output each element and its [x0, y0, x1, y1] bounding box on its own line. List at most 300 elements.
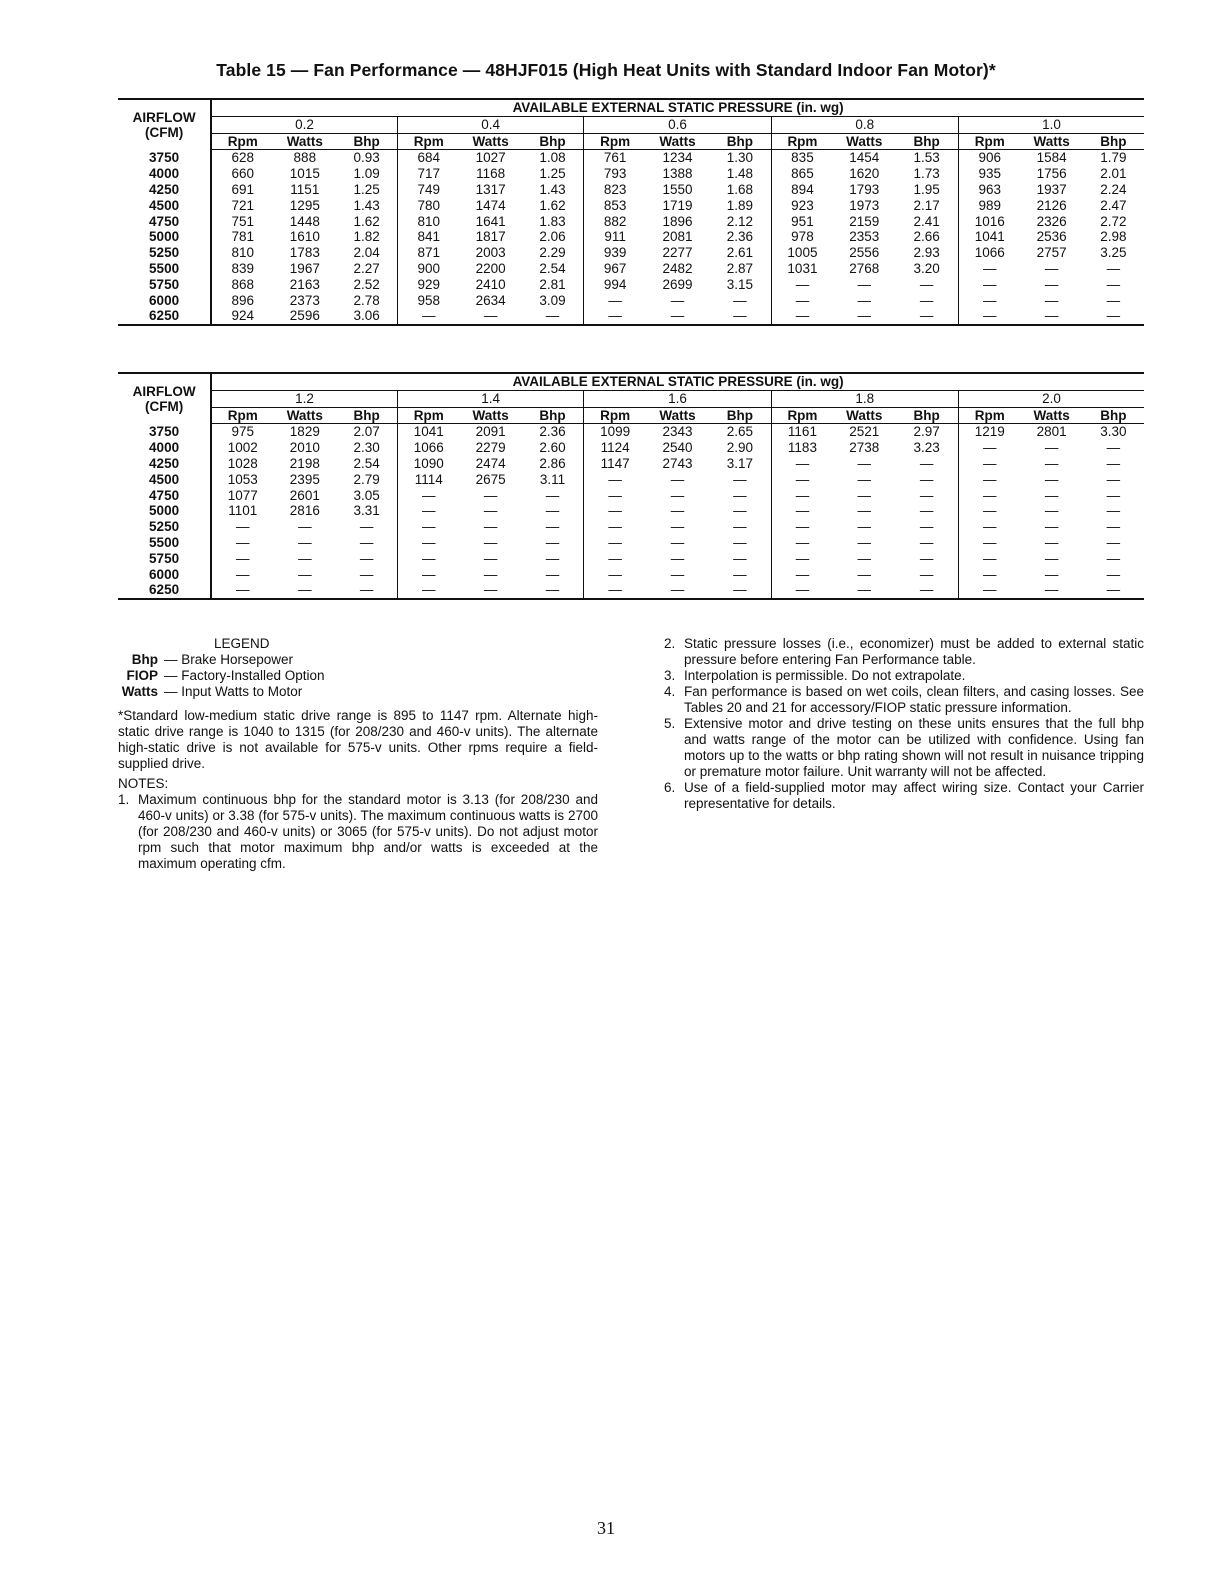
value-cell: 749	[417, 181, 441, 197]
value-cell: —	[422, 566, 436, 582]
value-cell: —	[670, 471, 685, 487]
value-cell: 924	[211, 308, 273, 325]
value-cell: —	[460, 582, 522, 599]
value-cell: 2816	[289, 503, 320, 519]
value-cell: —	[483, 550, 498, 566]
value-cell: 660	[231, 166, 254, 182]
value-cell: —	[857, 519, 872, 535]
pressure-value: 1.6	[584, 390, 771, 407]
value-cell: —	[584, 582, 646, 599]
value-cell: —	[1106, 260, 1121, 276]
value-cell: —	[1044, 519, 1059, 535]
value-cell: 2.60	[522, 440, 584, 456]
value-cell: 628	[231, 150, 254, 166]
value-cell: 2003	[475, 245, 506, 261]
value-cell: 1.30	[709, 150, 771, 166]
value-cell: —	[1106, 487, 1121, 503]
value-cell: —	[608, 292, 622, 308]
value-cell: —	[1106, 534, 1121, 550]
value-cell: 2395	[289, 471, 320, 487]
value-cell: —	[522, 503, 584, 519]
value-cell: 839	[231, 260, 254, 276]
value-cell: —	[670, 503, 685, 519]
value-cell: 3.20	[895, 261, 958, 277]
note-item	[664, 636, 1144, 668]
value-cell: 1.43	[522, 182, 584, 198]
value-cell: 2.97	[895, 424, 958, 440]
value-cell: 1077	[227, 487, 258, 503]
value-cell: —	[983, 550, 997, 566]
table-row	[118, 198, 1144, 214]
value-cell: 1641	[475, 213, 506, 229]
value-cell: —	[670, 550, 685, 566]
value-cell: —	[1044, 566, 1059, 582]
value-cell: 2.79	[336, 472, 397, 488]
sub-header: Bhp	[1083, 133, 1144, 150]
value-cell: —	[1106, 276, 1121, 292]
note-number: 5.	[664, 716, 676, 731]
note-text: Interpolation is permissible. Do not extrapolate.	[684, 668, 966, 683]
value-cell: —	[709, 293, 771, 309]
value-cell: 1.89	[709, 198, 771, 214]
value-cell: 2081	[662, 229, 693, 245]
value-cell: 2279	[475, 440, 506, 456]
value-cell: 3.25	[1100, 245, 1127, 261]
legend-item	[118, 668, 598, 684]
page-number: 31	[597, 1518, 615, 1538]
sub-header: Rpm	[771, 133, 833, 150]
value-cell: 978	[791, 229, 814, 245]
value-cell: 2738	[849, 440, 880, 456]
value-cell: —	[983, 292, 997, 308]
table-row	[118, 456, 1144, 472]
value-cell: 2.98	[1100, 229, 1127, 245]
value-cell: 1151	[290, 181, 320, 197]
value-cell: —	[833, 582, 895, 599]
value-cell: 2540	[662, 440, 693, 456]
value-cell: 2801	[1036, 424, 1067, 440]
value-cell: —	[336, 567, 397, 583]
airflow-header	[118, 99, 211, 150]
value-cell: 1.82	[336, 229, 397, 245]
value-cell: 1101	[228, 503, 258, 519]
table-row	[118, 582, 1144, 599]
value-cell: 717	[417, 166, 441, 182]
value-cell: 2.41	[895, 214, 958, 230]
value-cell: —	[584, 308, 646, 325]
value-cell: —	[646, 308, 709, 325]
table-row	[118, 472, 1144, 488]
sub-header: Bhp	[895, 133, 958, 150]
value-cell: 1454	[849, 150, 880, 166]
sub-header: Bhp	[895, 407, 958, 424]
value-cell: 1.62	[336, 214, 397, 230]
table-row	[118, 308, 1144, 325]
value-cell: 2126	[1036, 197, 1067, 213]
value-cell: —	[235, 566, 250, 582]
airflow-cell: 3750	[118, 424, 211, 440]
value-cell: 1550	[662, 181, 693, 197]
table-row	[118, 261, 1144, 277]
value-cell: 2.93	[895, 245, 958, 261]
value-cell: —	[1044, 455, 1059, 471]
sub-header: Bhp	[709, 133, 771, 150]
value-cell: 2163	[289, 276, 320, 292]
value-cell: —	[709, 503, 771, 519]
value-cell: —	[522, 519, 584, 535]
value-cell: —	[795, 455, 810, 471]
value-cell: 823	[603, 181, 627, 197]
airflow-cell: 4500	[118, 472, 211, 488]
pressure-value: 1.4	[397, 390, 583, 407]
airflow-cell: 4750	[118, 214, 211, 230]
value-cell: —	[235, 519, 250, 535]
table-row	[118, 440, 1144, 456]
legend-def: — Input Watts to Motor	[164, 684, 303, 699]
value-cell: —	[298, 566, 312, 582]
value-cell: 2521	[849, 424, 880, 440]
airflow-cell: 4250	[118, 182, 211, 198]
sub-header: Rpm	[584, 133, 646, 150]
value-cell: —	[608, 550, 622, 566]
value-cell: 2482	[662, 260, 693, 276]
table-title: Table 15 — Fan Performance — 48HJF015 (High Heat Units with Standard Indoor Fan Motor)*	[216, 60, 996, 80]
value-cell: —	[857, 471, 872, 487]
value-cell: —	[795, 519, 810, 535]
value-cell: —	[771, 308, 833, 325]
value-cell: 2556	[849, 245, 880, 261]
value-cell: 2.54	[522, 261, 584, 277]
value-cell: —	[983, 534, 997, 550]
pressure-header: AVAILABLE EXTERNAL STATIC PRESSURE (in. wg)	[211, 373, 1144, 390]
sub-header: Rpm	[958, 133, 1020, 150]
value-cell: 1015	[289, 166, 320, 182]
value-cell: 691	[231, 181, 254, 197]
airflow-cell: 5250	[118, 245, 211, 261]
value-cell: —	[1044, 440, 1059, 456]
value-cell: 894	[791, 181, 814, 197]
table-row	[118, 214, 1144, 230]
value-cell: 810	[231, 245, 254, 261]
value-cell: —	[895, 551, 958, 567]
value-cell: —	[235, 534, 250, 550]
value-cell: —	[483, 566, 498, 582]
value-cell: 935	[978, 166, 1002, 182]
value-cell: —	[1044, 550, 1059, 566]
value-cell: —	[983, 487, 997, 503]
value-cell: —	[709, 519, 771, 535]
note-text: Maximum continuous bhp for the standard motor is 3.13 (for 208/230 and 460-v units) or 3.38 (for 575-v units). The maximum continuous watts is 2700 (for 208/230 and 460-v units) or 3065 (for 575-v units). Do not adjust motor rpm such that motor maximum bhp and/or watts is exceeded at the maximum operating cfm.	[138, 792, 598, 871]
sub-header: Watts	[646, 407, 709, 424]
value-cell: 761	[603, 150, 627, 166]
value-cell: —	[298, 534, 312, 550]
value-cell: 853	[603, 197, 627, 213]
value-cell: —	[1106, 292, 1121, 308]
value-cell: 2768	[849, 260, 880, 276]
value-cell: 1028	[227, 455, 258, 471]
note-item	[664, 716, 1144, 780]
value-cell: —	[895, 582, 958, 599]
pressure-value: 0.4	[397, 116, 583, 133]
value-cell: 751	[231, 213, 254, 229]
value-cell: 1.62	[522, 198, 584, 214]
value-cell: —	[895, 456, 958, 472]
value-cell: —	[1083, 308, 1144, 325]
value-cell: 1.83	[522, 214, 584, 230]
value-cell: 1.79	[1100, 150, 1127, 166]
value-cell: —	[298, 550, 312, 566]
value-cell: 3.06	[336, 308, 397, 325]
value-cell: —	[1106, 471, 1121, 487]
value-cell: —	[1106, 566, 1121, 582]
value-cell: 1756	[1036, 166, 1067, 182]
value-cell: —	[422, 503, 436, 519]
value-cell: —	[211, 582, 273, 599]
legend-item	[118, 684, 598, 700]
value-cell: 900	[417, 260, 441, 276]
value-cell: 1016	[974, 213, 1005, 229]
value-cell: —	[670, 487, 685, 503]
value-cell: —	[522, 535, 584, 551]
sub-header: Watts	[460, 407, 522, 424]
value-cell: 2.04	[336, 245, 397, 261]
value-cell: 3.23	[895, 440, 958, 456]
value-cell: 2.36	[522, 424, 584, 440]
value-cell: —	[1021, 582, 1083, 599]
value-cell: —	[608, 471, 622, 487]
value-cell: 2.52	[336, 277, 397, 293]
value-cell: 2198	[289, 455, 320, 471]
value-cell: 2.54	[336, 456, 397, 472]
value-cell: —	[1106, 440, 1121, 456]
table-row	[118, 277, 1144, 293]
note-number: 1.	[118, 792, 130, 807]
value-cell: 2.47	[1100, 197, 1127, 213]
value-cell: —	[670, 534, 685, 550]
drive-range-footnote: *Standard low-medium static drive range is 895 to 1147 rpm. Alternate high-static drive range is 1040 to 1315 (for 208/230 and 460-v units). The alternate high-static drive is not available for 575-v units. Other rpms require a field-supplied drive.	[118, 708, 598, 771]
airflow-cell: 5500	[118, 261, 211, 277]
value-cell: —	[670, 566, 685, 582]
value-cell: —	[336, 535, 397, 551]
sub-header: Bhp	[336, 407, 397, 424]
value-cell: —	[857, 276, 872, 292]
legend-title: LEGEND	[214, 636, 270, 651]
value-cell: —	[336, 582, 397, 599]
value-cell: 989	[978, 197, 1002, 213]
table-row	[118, 182, 1144, 198]
value-cell: 1584	[1036, 150, 1067, 166]
note-number: 3.	[664, 668, 676, 683]
value-cell: 2675	[475, 471, 506, 487]
value-cell: —	[709, 551, 771, 567]
note-item	[664, 780, 1144, 812]
pressure-value: 1.8	[771, 390, 958, 407]
airflow-cell: 5500	[118, 535, 211, 551]
value-cell: 1.73	[895, 166, 958, 182]
value-cell: 1027	[475, 150, 506, 166]
value-cell: 923	[791, 197, 814, 213]
note-item	[664, 684, 1144, 716]
airflow-cell: 6250	[118, 582, 211, 599]
value-cell: —	[983, 276, 997, 292]
value-cell: 2373	[289, 292, 320, 308]
sub-header: Rpm	[211, 133, 273, 150]
value-cell: 2410	[475, 276, 506, 292]
value-cell: —	[608, 503, 622, 519]
value-cell: 1.43	[336, 198, 397, 214]
value-cell: 2596	[273, 308, 336, 325]
value-cell: —	[397, 308, 459, 325]
value-cell: 2343	[662, 424, 693, 440]
value-cell: 2.17	[895, 198, 958, 214]
value-cell: 994	[603, 276, 627, 292]
sub-header: Watts	[460, 133, 522, 150]
pressure-value: 0.6	[584, 116, 771, 133]
sub-header: Watts	[273, 133, 336, 150]
value-cell: 1168	[476, 166, 506, 182]
sub-header: Watts	[646, 133, 709, 150]
value-cell: 721	[231, 197, 254, 213]
value-cell: 871	[417, 245, 441, 261]
legend-item	[118, 652, 598, 668]
value-cell: —	[895, 472, 958, 488]
value-cell: 1973	[849, 197, 880, 213]
value-cell: 1183	[787, 440, 817, 456]
value-cell: 3.15	[709, 277, 771, 293]
notes-title: NOTES:	[118, 776, 169, 791]
value-cell: 2536	[1036, 229, 1067, 245]
table-row	[118, 503, 1144, 519]
note-number: 2.	[664, 636, 676, 651]
value-cell: —	[1106, 550, 1121, 566]
value-cell: 2.24	[1100, 181, 1127, 197]
value-cell: 3.31	[336, 503, 397, 519]
airflow-cell: 4500	[118, 198, 211, 214]
value-cell: 1793	[849, 181, 880, 197]
value-cell: 1817	[475, 229, 506, 245]
value-cell: —	[983, 471, 997, 487]
value-cell: —	[983, 455, 997, 471]
pressure-value: 0.2	[211, 116, 397, 133]
value-cell: 1967	[289, 260, 320, 276]
value-cell: —	[608, 487, 622, 503]
value-cell: —	[1044, 260, 1059, 276]
airflow-cell: 6250	[118, 308, 211, 325]
table-row	[118, 519, 1144, 535]
value-cell: 963	[978, 181, 1002, 197]
fan-performance-table-2	[118, 372, 1144, 600]
value-cell: —	[857, 503, 872, 519]
value-cell: —	[895, 567, 958, 583]
value-cell: 684	[417, 150, 441, 166]
value-cell: —	[857, 292, 872, 308]
legend-def: — Brake Horsepower	[164, 652, 294, 667]
legend-abbr: Bhp	[131, 652, 158, 667]
airflow-cell: 4250	[118, 456, 211, 472]
value-cell: —	[670, 292, 685, 308]
airflow-cell: 6000	[118, 293, 211, 309]
value-cell: 2.06	[522, 229, 584, 245]
airflow-cell: 6000	[118, 567, 211, 583]
value-cell: —	[895, 535, 958, 551]
value-cell: —	[833, 308, 895, 325]
legend-def: — Factory-Installed Option	[164, 668, 325, 683]
value-cell: 868	[231, 276, 254, 292]
value-cell: 967	[603, 260, 627, 276]
value-cell: 1031	[787, 260, 818, 276]
value-cell: —	[795, 503, 810, 519]
value-cell: —	[522, 582, 584, 599]
value-cell: 2.90	[709, 440, 771, 456]
sub-header: Rpm	[211, 407, 273, 424]
value-cell: —	[895, 308, 958, 325]
value-cell: 2.78	[336, 293, 397, 309]
sub-header: Watts	[1021, 133, 1083, 150]
sub-header: Watts	[833, 407, 895, 424]
value-cell: —	[709, 567, 771, 583]
value-cell: 929	[417, 276, 441, 292]
sub-header: Rpm	[958, 407, 1020, 424]
notes-column	[664, 636, 1144, 812]
value-cell: —	[771, 582, 833, 599]
value-cell: 1317	[475, 181, 506, 197]
value-cell: 975	[231, 424, 254, 440]
value-cell: 1937	[1036, 181, 1067, 197]
airflow-header	[118, 373, 211, 424]
table-row	[118, 293, 1144, 309]
value-cell: 2.66	[895, 229, 958, 245]
value-cell: 1002	[227, 440, 258, 456]
value-cell: —	[857, 566, 872, 582]
value-cell: —	[795, 566, 810, 582]
value-cell: 1610	[289, 229, 320, 245]
value-cell: 3.30	[1100, 424, 1127, 440]
pressure-value: 2.0	[958, 390, 1144, 407]
value-cell: —	[522, 551, 584, 567]
airflow-cell: 4750	[118, 488, 211, 504]
value-cell: —	[958, 582, 1020, 599]
value-cell: —	[522, 308, 584, 325]
value-cell: —	[1044, 487, 1059, 503]
airflow-cell: 5750	[118, 277, 211, 293]
value-cell: 2.29	[522, 245, 584, 261]
value-cell: —	[895, 277, 958, 293]
value-cell: 0.93	[336, 150, 397, 166]
value-cell: 2.72	[1100, 213, 1127, 229]
value-cell: 1090	[413, 455, 444, 471]
pressure-value: 1.2	[211, 390, 397, 407]
value-cell: —	[422, 550, 436, 566]
value-cell: 1295	[289, 197, 320, 213]
airflow-cell: 5000	[118, 229, 211, 245]
sub-header: Rpm	[771, 407, 833, 424]
value-cell: —	[1044, 534, 1059, 550]
value-cell: 1388	[662, 166, 693, 182]
airflow-unit: (CFM)	[144, 398, 184, 414]
note-text: Fan performance is based on wet coils, clean filters, and casing losses. See Tables 20 and 21 for accessory/FIOP static pressure information.	[684, 684, 1144, 715]
value-cell: —	[422, 487, 436, 503]
note-number: 4.	[664, 684, 676, 699]
value-cell: 1829	[289, 424, 320, 440]
value-cell: —	[895, 503, 958, 519]
value-cell: 896	[231, 292, 254, 308]
sub-header: Bhp	[522, 407, 584, 424]
value-cell: 906	[978, 150, 1002, 166]
sub-header: Rpm	[397, 133, 459, 150]
value-cell: 2757	[1036, 245, 1067, 261]
value-cell: —	[795, 276, 810, 292]
airflow-cell: 3750	[118, 150, 211, 166]
